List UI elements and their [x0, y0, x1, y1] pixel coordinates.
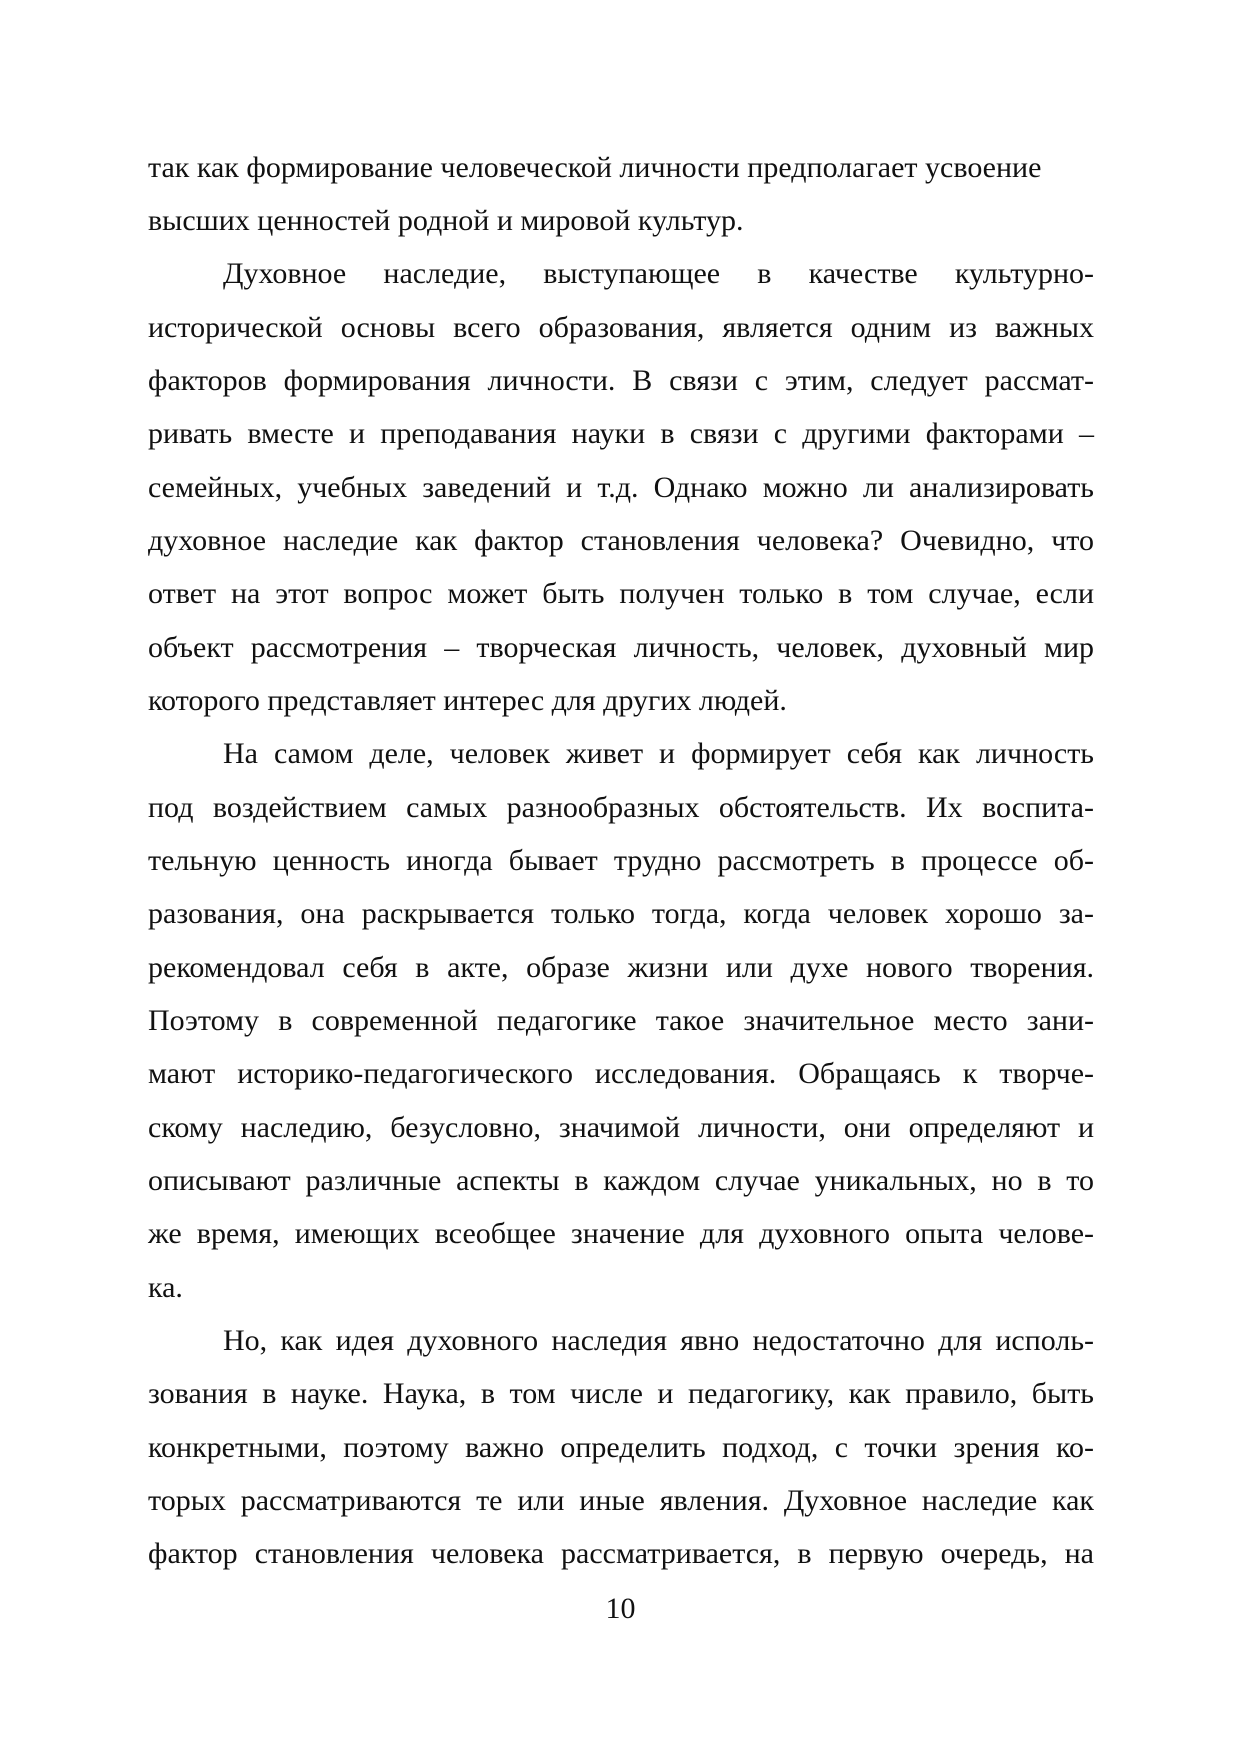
- text-line: На самом деле, человек живет и формирует себя как личность: [223, 737, 1094, 770]
- text-line: разования, она раскрывается только тогда, когда человек хорошо за-: [148, 897, 1094, 930]
- text-line: Но, как идея духовного наследия явно недостаточно для исполь-: [223, 1324, 1094, 1357]
- text-line: фактор становления человека рассматривается, в первую очередь, на: [148, 1537, 1094, 1570]
- page-number: 10: [605, 1592, 636, 1625]
- text-line: исторической основы всего образования, является одним из важных: [148, 311, 1094, 344]
- text-line: которого представляет интерес для других людей.: [148, 684, 787, 717]
- text-line: ответ на этот вопрос может быть получен только в том случае, если: [148, 577, 1094, 610]
- text-line: духовное наследие как фактор становления человека? Очевидно, что: [148, 524, 1094, 557]
- text-line: скому наследию, безусловно, значимой личности, они определяют и: [148, 1111, 1094, 1144]
- text-line: же время, имеющих всеобщее значение для духовного опыта челове-: [148, 1217, 1094, 1250]
- text-line: ка.: [148, 1271, 183, 1304]
- text-line: описывают различные аспекты в каждом случае уникальных, но в то: [148, 1164, 1094, 1197]
- text-line: под воздействием самых разнообразных обстоятельств. Их воспита-: [148, 791, 1094, 824]
- text-line: семейных, учебных заведений и т.д. Однако можно ли анализировать: [148, 471, 1094, 504]
- text-line: объект рассмотрения – творческая личность, человек, духовный мир: [148, 631, 1094, 664]
- text-line: факторов формирования личности. В связи с этим, следует рассмат-: [148, 364, 1094, 397]
- text-line: конкретными, поэтому важно определить подход, с точки зрения ко-: [148, 1431, 1094, 1464]
- text-line: Духовное наследие, выступающее в качестве культурно-: [223, 257, 1094, 290]
- text-line: тельную ценность иногда бывает трудно рассмотреть в процессе об-: [148, 844, 1094, 877]
- text-line: мают историко-педагогического исследования. Обращаясь к творче-: [148, 1057, 1094, 1090]
- text-line: торых рассматриваются те или иные явления. Духовное наследие как: [148, 1484, 1094, 1517]
- text-line: так как формирование человеческой личности предполагает усвоение: [148, 151, 1042, 184]
- text-line: зования в науке. Наука, в том числе и педагогику, как правило, быть: [148, 1377, 1094, 1410]
- text-line: Поэтому в современной педагогике такое значительное место зани-: [148, 1004, 1094, 1037]
- text-line: высших ценностей родной и мировой культур.: [148, 204, 744, 237]
- text-line: рекомендовал себя в акте, образе жизни или духе нового творения.: [148, 951, 1094, 984]
- text-line: ривать вместе и преподавания науки в связи с другими факторами –: [148, 417, 1094, 450]
